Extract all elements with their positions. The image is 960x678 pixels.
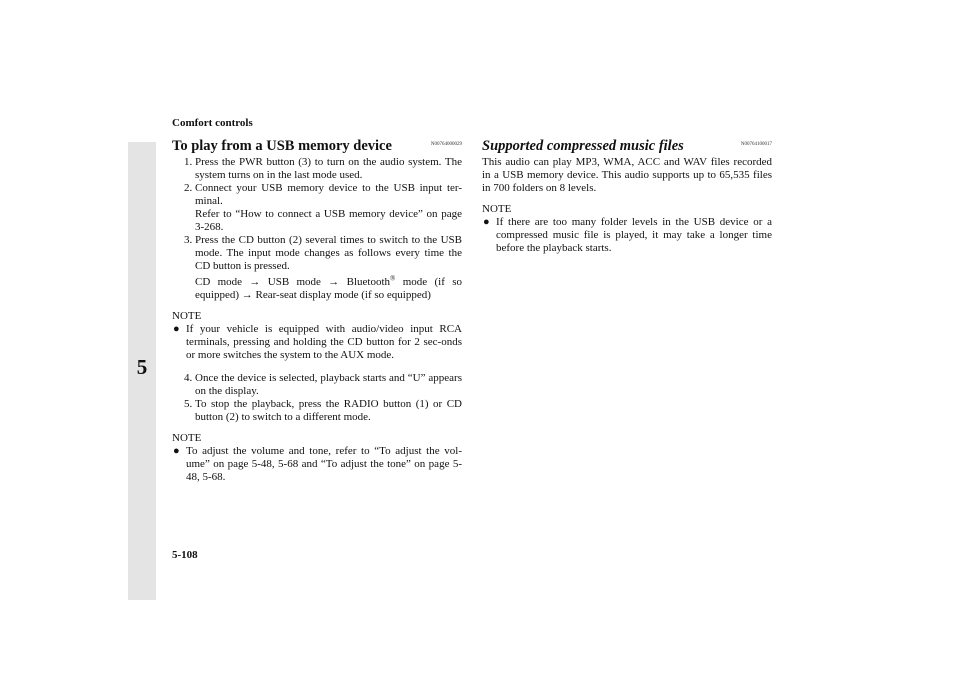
bullet-icon: ●: [173, 323, 180, 335]
step-number: 1.: [184, 156, 193, 168]
step-3: [172, 234, 462, 302]
step-text: Once the device is selected, playback starts and “U” appears on the display.: [195, 372, 462, 397]
mode-sequence-b: mode (if so equipped) → Rear-seat display mode (if so equipped): [195, 276, 462, 301]
step-number: 5.: [184, 398, 193, 410]
note-label: NOTE: [172, 432, 202, 444]
bullet-icon: ●: [483, 216, 490, 228]
note-text: If there are too many folder levels in the USB device or a compressed music file is played, it may take a longer time before the playback starts.: [496, 216, 772, 254]
note-label: NOTE: [482, 203, 512, 215]
usb-title-text: To play from a USB memory device: [172, 138, 392, 154]
step-2: [172, 182, 462, 234]
note-bullet: [172, 445, 462, 484]
note-text: If your vehicle is equipped with audio/video input RCA terminals, pressing and holding the CD button for 2 sec-onds or more switches the system to the AUX mode.: [186, 323, 462, 361]
step-text: Press the CD button (2) several times to switch to the USB mode. The input mode changes as follows every time the CD button is pressed.: [195, 234, 462, 272]
chapter-number: 5: [136, 355, 148, 379]
bullet-icon: ●: [173, 445, 180, 457]
step-number: 4.: [184, 372, 193, 384]
step-number: 2.: [184, 182, 193, 194]
left-column: [172, 138, 462, 484]
compressed-title-text: Supported compressed music files: [482, 138, 684, 154]
right-column: [482, 138, 772, 255]
note-label: NOTE: [172, 310, 202, 322]
section-header: Comfort controls: [172, 117, 253, 129]
usb-section-title: [172, 138, 462, 154]
note-bullet: [482, 216, 772, 255]
step-number: 3.: [184, 234, 193, 246]
compressed-body: This audio can play MP3, WMA, ACC and WAV files recorded in a USB memory device. This audio supports up to 65,535 files in 700 folders on 8 levels.: [482, 156, 772, 194]
compressed-files-title: [482, 138, 772, 154]
usb-section-code: N00764000029: [430, 142, 462, 147]
page-number: 5-108: [172, 549, 198, 561]
compressed-section-code: N00764100017: [740, 142, 772, 147]
step-reference: Refer to “How to connect a USB memory device” on page 3-268.: [195, 208, 462, 233]
step-text: To stop the playback, press the RADIO button (1) or CD button (2) to switch to a different mode.: [195, 398, 462, 423]
mode-sequence: [195, 276, 462, 302]
note-text: To adjust the volume and tone, refer to “To adjust the vol-ume” on page 5-48, 5-68 and “To adjust the tone” on page 5-48, 5-68.: [186, 445, 462, 483]
registered-mark: ®: [390, 274, 396, 283]
step-4: [172, 372, 462, 398]
note-bullet: [172, 323, 462, 362]
step-text: Connect your USB memory device to the USB input ter-minal.: [195, 182, 462, 207]
step-1: [172, 156, 462, 182]
mode-sequence-a: CD mode → USB mode → Bluetooth: [195, 276, 391, 288]
step-5: [172, 398, 462, 424]
step-text: Press the PWR button (3) to turn on the audio system. The system turns on in the last mode used.: [195, 156, 462, 181]
